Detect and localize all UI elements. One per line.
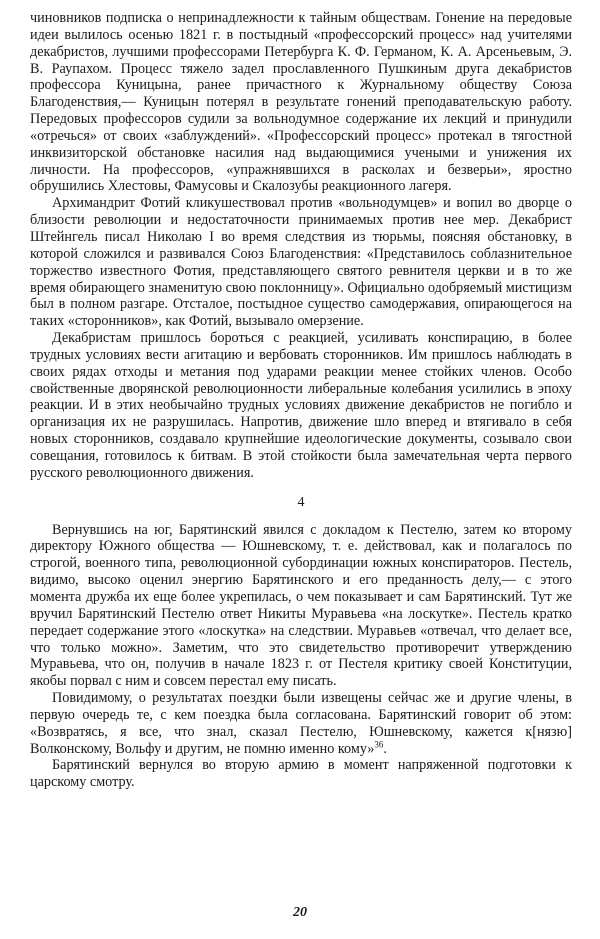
footnote-reference[interactable]: 36: [374, 738, 384, 749]
paragraph-members-informed: [30, 690, 572, 757]
paragraph-professors-trial: чиновников подписка о непринадлежности к тайным обществам. Гонение на передовые идеи вылилось осенью 1821 г. в постыдный «профессорский процесс» над учителями декабристов, лучшими профессорами Петербурга К. Ф. Германом, К. А. Арсеньевым, Э. В. Раупахом. Процесс тяжело задел прославленного Пушкиным друга декабристов профессора Куницына, ранее причастного к Журнальному обществу Союза Благоденствия,— Куницын потерял в результате гонений преподавательскую работу. Передовых профессоров судили за вольнодумное содержание их лекций и принудили «отречься» от своих «заблуждений». «Профессорский процесс» протекал в тягостной инквизиторской обстановке насилия над выдающимися учеными и унижения их личности. На профессоров, «упражнявшихся в расколах и безверьи», яростно обрушились Хлестовы, Фамусовы и Скалозубы реакционного лагеря.: [30, 10, 572, 195]
paragraph-review-preparation: Барятинский вернулся во вторую армию в момент напряженной подготовки к царскому смотру.: [30, 757, 572, 791]
paragraph-conspiracy: Декабристам пришлось бороться с реакцией, усиливать конспирацию, в более трудных условиях вести агитацию и вербовать сторонников. Им пришлось наблюдать в своих рядах отходы и метания под ударами реакции менее стойких членов. Особо свойственные дворянской революционности либеральные колебания усилились в эпоху реакции. И в этих необычайно трудных условиях движение декабристов не погибло и организация их не разрушилась. Напротив, движение шло вперед и втягивало в себя новых сторонников, создавало крупнейшие идеологические документы, созывало свои совещания, готовилось к битвам. В этой стойкости была замечательная черта первого русского революционного движения.: [30, 330, 572, 481]
section-number: 4: [297, 494, 305, 510]
quote-end: .: [383, 740, 387, 757]
page-number: 20: [293, 905, 307, 920]
quote-text: Повидимому, о результатах поездки были извещены сейчас же и другие члены, в первую очередь те, с кем поездка была согласована. Барятинский говорит об этом: «Возвратясь, я все, что знал, сказал Пестелю, Юшневскому, кажется к[нязю] Волконскому, Вольфу и другим, не помню именно кому»: [30, 690, 572, 757]
paragraph-photius: Архимандрит Фотий кликушествовал против «вольнодумцев» и вопил во дворце о близости революции и недостаточности принимаемых против нее мер. Декабрист Штейнгель писал Николаю I во время следствия из тюрьмы, поясняя обстановку, в которой сложился и развивался Союз Благоденствия: «Представилось соблазнительное торжество известного Фотия, представляющего святого ревнителя церкви и в то же время обирающего знаменитую свою поклонницу». Официально одобряемый мистицизм был в полном разгаре. Отсталое, постыдное существо самодержавия, опирающегося на таких «сторонников», как Фотий, вызывало омерзение.: [30, 195, 572, 330]
paragraph-baryatinsky-return: Вернувшись на юг, Барятинский явился с докладом к Пестелю, затем ко второму директору Южного общества — Юшневскому, т. е. действовал, как и полагалось по строгой, военного типа, революционной субординации южных конспираторов. Пестель, видимо, высоко оценил энергию Барятинского и его преданность делу,— с этого момента дружба их еще более укрепилась, о чем показывает и сам Барятинский. Тут же вручил Барятинский Пестелю ответ Никиты Муравьева «на лоскутке». Пестель кратко передает содержание этого «лоскутка» на следствии. Муравьев «отвечал, что делает все, что только можно». Заметим, что это свидетельство противоречит утверждению Муравьева, что он, получив в начале 1823 г. от Пестеля критику своей Конституции, якобы порвал с ним и совсем перестал ему писать.: [30, 521, 572, 690]
